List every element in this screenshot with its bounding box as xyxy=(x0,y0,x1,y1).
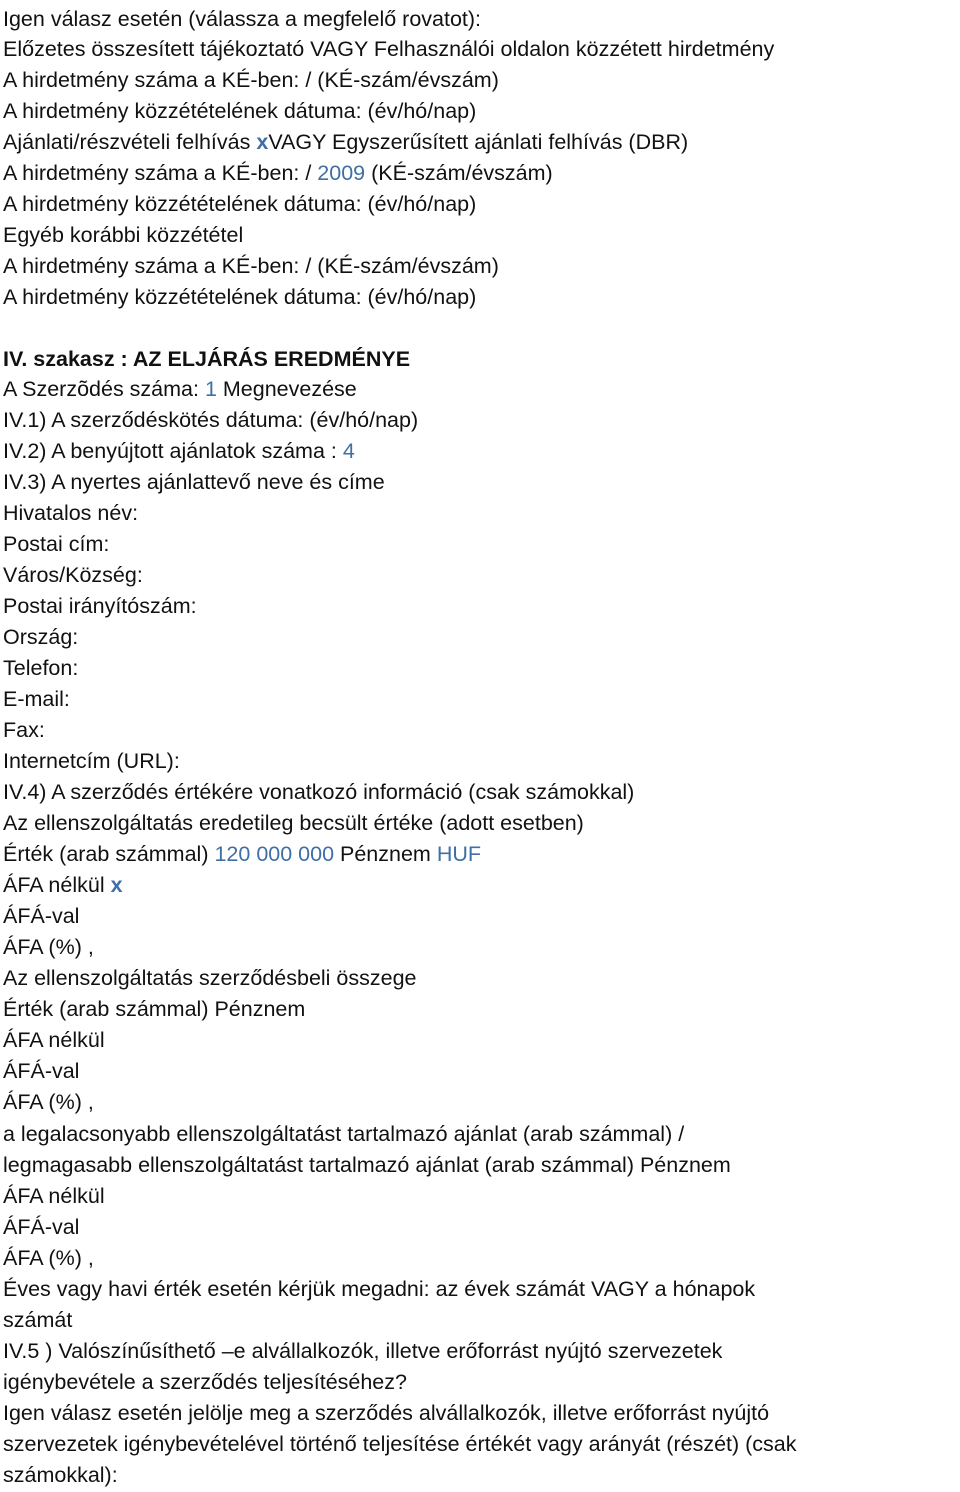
with-vat-line: ÁFÁ-val xyxy=(3,1059,80,1083)
postal-code-label: Postai irányítószám: xyxy=(3,594,197,618)
notice-number-line: A hirdetmény száma a KÉ-ben: / (KÉ-szám/évszám) xyxy=(3,68,499,92)
value-line: Érték (arab számmal) 120 000 000 Pénznem HUF xyxy=(3,842,481,866)
with-vat-line: ÁFÁ-val xyxy=(3,904,80,928)
without-vat-line: ÁFA nélkül xyxy=(3,1028,105,1052)
phone-label: Telefon: xyxy=(3,656,79,680)
without-vat-line: ÁFA nélkül xyxy=(3,1184,105,1208)
answer-instruction-line: Igen válasz esetén (válassza a megfelelő rovatot): xyxy=(3,7,482,31)
period-instruction-line: számát xyxy=(3,1308,73,1332)
email-label: E-mail: xyxy=(3,687,70,711)
selected-option-mark: x xyxy=(256,130,269,154)
subcontractor-instruction-line: számokkal): xyxy=(3,1463,118,1487)
highest-offer-line: legmagasabb ellenszolgáltatást tartalmazó ajánlat (arab számmal) Pénznem xyxy=(3,1153,731,1177)
without-vat-mark: x xyxy=(110,873,123,897)
vat-percent-line: ÁFA (%) , xyxy=(3,935,94,959)
notice-number-line: A hirdetmény száma a KÉ-ben: / 2009 (KÉ-szám/évszám) xyxy=(3,161,553,185)
lowest-offer-line: a legalacsonyabb ellenszolgáltatást tartalmazó ajánlat (arab számmal) / xyxy=(3,1122,685,1146)
without-vat-line: ÁFA nélkül x xyxy=(3,873,123,897)
section-heading: IV. szakasz : AZ ELJÁRÁS EREDMÉNYE xyxy=(3,347,411,371)
subcontractor-instruction-line: szervezetek igénybevételével történő teljesítése értékét vagy arányát (részét) (csak xyxy=(3,1432,797,1456)
bids-count-line: IV.2) A benyújtott ajánlatok száma : 4 xyxy=(3,439,355,463)
bids-count-value: 4 xyxy=(342,439,355,463)
vat-percent-line: ÁFA (%) , xyxy=(3,1090,94,1114)
contract-number-value: 1 xyxy=(204,377,217,401)
value-line: Érték (arab számmal) Pénznem xyxy=(3,997,306,1021)
postal-address-label: Postai cím: xyxy=(3,532,110,556)
winner-heading-line: IV.3) A nyertes ajánlattevő neve és címe xyxy=(3,470,385,494)
currency-value: HUF xyxy=(436,842,481,866)
other-publication-line: Egyéb korábbi közzététel xyxy=(3,223,244,247)
notice-year-value: 2009 xyxy=(317,161,366,185)
country-label: Ország: xyxy=(3,625,79,649)
city-label: Város/Község: xyxy=(3,563,143,587)
notice-date-line: A hirdetmény közzétételének dátuma: (év/hó/nap) xyxy=(3,99,477,123)
prior-notice-option-line: Előzetes összesített tájékoztató VAGY Felhasználói oldalon közzétett hirdetmény xyxy=(3,37,775,61)
vat-percent-line: ÁFA (%) , xyxy=(3,1246,94,1270)
contract-notice-option-line: Ajánlati/részvételi felhívás xVAGY Egyszerűsített ajánlati felhívás (DBR) xyxy=(3,130,689,154)
subcontractor-question-line: igénybevétele a szerződés teljesítéséhez? xyxy=(3,1370,407,1394)
contract-amount-line: Az ellenszolgáltatás szerződésbeli összege xyxy=(3,966,417,990)
notice-date-line: A hirdetmény közzétételének dátuma: (év/hó/nap) xyxy=(3,192,477,216)
url-label: Internetcím (URL): xyxy=(3,749,180,773)
fax-label: Fax: xyxy=(3,718,45,742)
subcontractor-question-line: IV.5 ) Valószínűsíthető –e alvállalkozók, illetve erőforrást nyújtó szervezetek xyxy=(3,1339,723,1363)
contract-number-line: A Szerzõdés száma: 1 Megnevezése xyxy=(3,377,357,401)
notice-number-line: A hirdetmény száma a KÉ-ben: / (KÉ-szám/évszám) xyxy=(3,254,499,278)
subcontractor-instruction-line: Igen válasz esetén jelölje meg a szerződés alvállalkozók, illetve erőforrást nyújtó xyxy=(3,1401,770,1425)
value-amount: 120 000 000 xyxy=(214,842,335,866)
contract-date-line: IV.1) A szerződéskötés dátuma: (év/hó/nap) xyxy=(3,408,419,432)
with-vat-line: ÁFÁ-val xyxy=(3,1215,80,1239)
notice-date-line: A hirdetmény közzétételének dátuma: (év/hó/nap) xyxy=(3,285,477,309)
period-instruction-line: Éves vagy havi érték esetén kérjük megadni: az évek számát VAGY a hónapok xyxy=(3,1277,756,1301)
official-name-label: Hivatalos név: xyxy=(3,501,139,525)
contract-value-heading: IV.4) A szerződés értékére vonatkozó információ (csak számokkal) xyxy=(3,780,635,804)
estimated-value-line: Az ellenszolgáltatás eredetileg becsült értéke (adott esetben) xyxy=(3,811,584,835)
